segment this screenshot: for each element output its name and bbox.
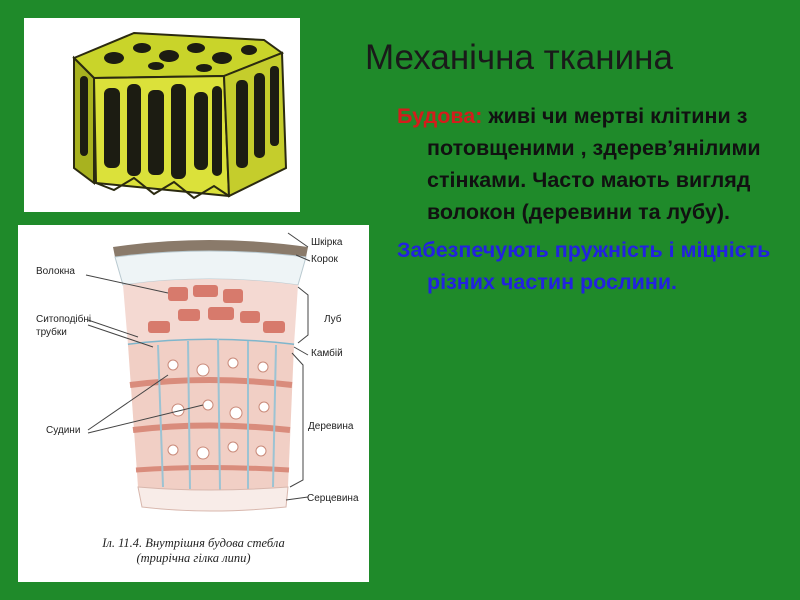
figure-caption-line2: (трирічна гілка липи) [136, 551, 251, 565]
figure-caption-line1: Іл. 11.4. Внутрішня будова стебла [102, 536, 285, 550]
label-cambium: Камбій [311, 348, 343, 359]
stem-cross-section-illustration [18, 225, 369, 582]
slide-body [397, 100, 797, 298]
structure-text: живі чи мертві клітини з потовщеними , здерев’янілими стінками. Часто мають вигляд волокон (деревини та лубу). [427, 104, 761, 224]
slide-title: Механічна тканина [365, 38, 673, 77]
label-skin: Шкірка [311, 237, 343, 248]
label-cork: Корок [311, 254, 338, 265]
label-bast: Луб [324, 314, 342, 325]
label-sieve-tubes: Ситоподібні трубки [36, 314, 92, 338]
structure-label: Будова: [397, 104, 483, 128]
sclerenchyma-illustration [24, 18, 300, 212]
label-pith: Серцевина [307, 493, 359, 504]
function-paragraph: Забезпечують пружність і міцність різних частин рослини. [397, 238, 771, 294]
label-vessels: Судини [46, 425, 81, 436]
sclerenchyma-drawing [24, 18, 300, 212]
label-wood: Деревина [308, 421, 354, 432]
label-fibers: Волокна [36, 266, 75, 277]
structure-paragraph [397, 100, 797, 228]
